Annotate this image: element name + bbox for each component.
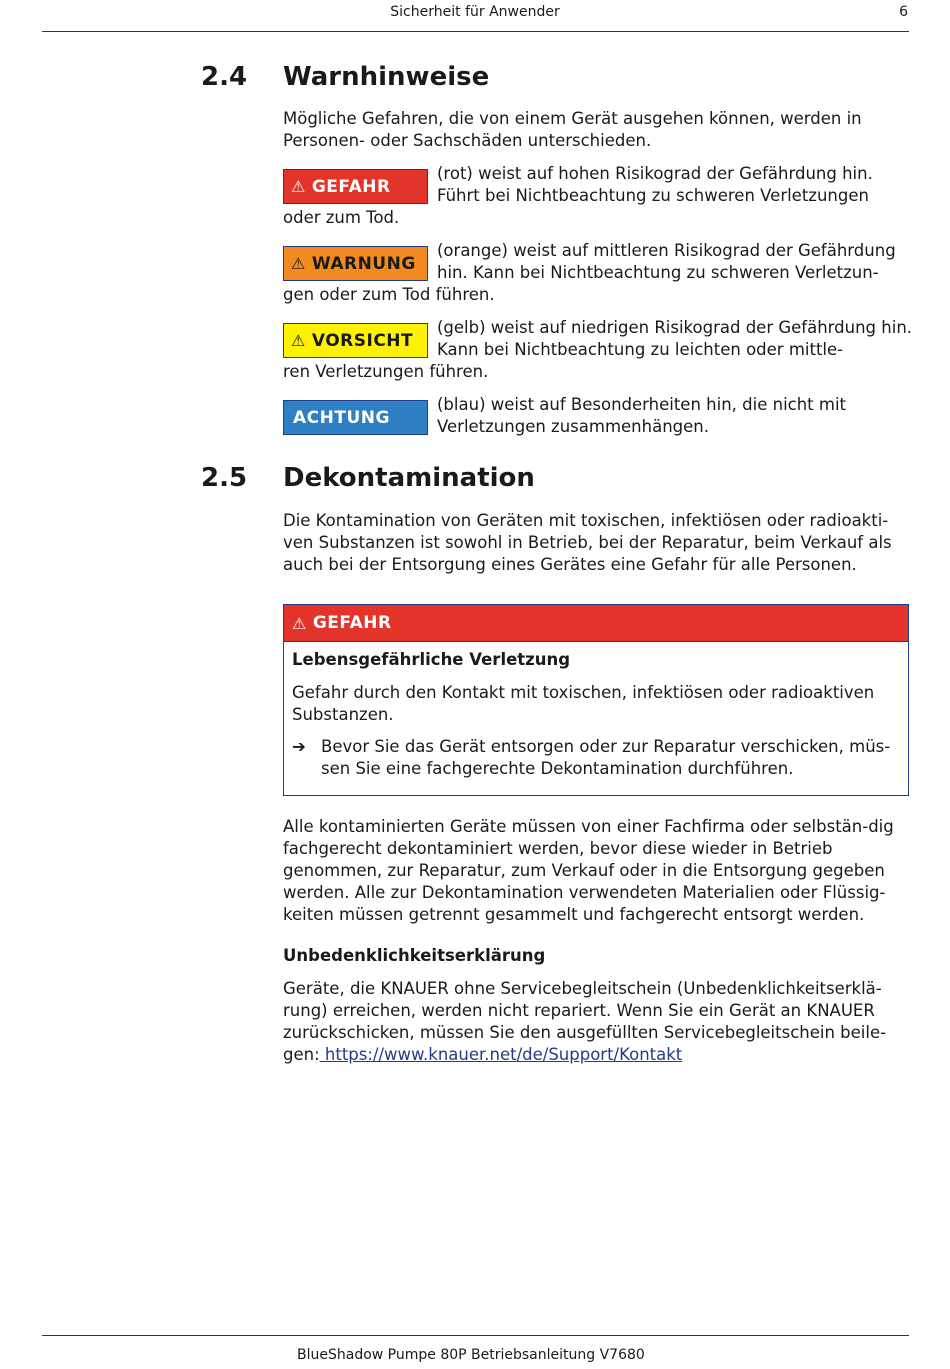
signal-description: (rot) weist auf hohen Risikograd der Gefährdung hin. Führt bei Nichtbeachtung zu schweren Verletzungen — [437, 164, 873, 205]
danger-notice-box — [283, 604, 909, 796]
signal-description-tail: ren Verletzungen führen. — [283, 362, 489, 381]
page-footer: BlueShadow Pumpe 80P Betriebsanleitung V7680 — [297, 1347, 645, 1363]
danger-notice-header — [284, 605, 908, 642]
arrow-right-icon: ➔ — [292, 737, 306, 756]
danger-notice-step-text: Bevor Sie das Gerät entsorgen oder zur Reparatur verschicken, müs-sen Sie eine fachgerechte Dekontamination durchführen. — [321, 737, 891, 778]
dekontamination-paragraph: Alle kontaminierten Geräte müssen von einer Fachfirma oder selbstän-dig fachgerecht dekontaminiert werden, bevor diese wieder in Betrieb genommen, zur Reparatur, zum Verkauf oder in die Entsorgung gegeben werden. Alle zur Dekontamination verwendeten Materialien oder Flüssig-keiten müssen getrennt gesammelt und fachgerecht entsorgt werden. — [283, 817, 894, 924]
section-number-2-4: 2.4 — [201, 62, 248, 92]
signal-description: (gelb) weist auf niedrigen Risikograd der Gefährdung hin. Kann bei Nichtbeachtung zu leichten oder mittle- — [437, 318, 913, 359]
danger-notice-label: GEFAHR — [312, 613, 392, 633]
subheading-unbedenklichkeitserklaerung: Unbedenklichkeitserklärung — [283, 946, 546, 965]
signal-label: GEFAHR — [311, 176, 391, 197]
danger-notice-subtitle: Lebensgefährliche Verletzung — [292, 650, 571, 669]
warning-triangle-icon: ⚠ — [291, 331, 306, 350]
signal-gefahr — [283, 169, 428, 204]
warning-triangle-icon: ⚠ — [291, 177, 306, 196]
section-number-2-5: 2.5 — [201, 463, 248, 493]
signal-warnung — [283, 246, 428, 281]
signal-label: ACHTUNG — [293, 407, 390, 428]
signal-description-tail: oder zum Tod. — [283, 208, 400, 227]
section-title-warnhinweise: Warnhinweise — [283, 62, 490, 92]
warning-triangle-icon: ⚠ — [292, 613, 307, 633]
support-contact-link[interactable]: https://www.knauer.net/de/Support/Kontakt — [319, 1045, 683, 1064]
danger-notice-step — [292, 736, 902, 780]
signal-description: (orange) weist auf mittleren Risikograd der Gefährdung hin. Kann bei Nichtbeachtung zu schweren Verletzun- — [437, 241, 896, 282]
footer-divider — [42, 1335, 909, 1336]
signal-vorsicht — [283, 323, 428, 358]
signal-description-tail: gen oder zum Tod führen. — [283, 285, 495, 304]
signal-label: VORSICHT — [311, 330, 414, 351]
header-divider — [42, 31, 909, 32]
signal-achtung — [283, 400, 428, 435]
unbedenklichkeit-text: Geräte, die KNAUER ohne Servicebegleitschein (Unbedenklichkeitserklä-rung) erreichen, werden nicht repariert. Wenn Sie ein Gerät an KNAUER zurückschicken, müssen Sie den ausgefüllten Servicebegleitschein beile-gen: — [283, 979, 887, 1064]
warnhinweise-intro: Mögliche Gefahren, die von einem Gerät ausgehen können, werden in Personen- oder Sachschäden unterschieden. — [283, 109, 862, 150]
danger-notice-body: Gefahr durch den Kontakt mit toxischen, infektiösen oder radioaktiven Substanzen. — [292, 683, 875, 724]
unbedenklichkeit-paragraph — [283, 978, 909, 1066]
warning-triangle-icon: ⚠ — [291, 254, 306, 273]
page-number: 6 — [899, 4, 908, 20]
page-header-title: Sicherheit für Anwender — [390, 4, 560, 20]
signal-description: (blau) weist auf Besonderheiten hin, die nicht mit Verletzungen zusammenhängen. — [437, 395, 847, 436]
dekontamination-intro: Die Kontamination von Geräten mit toxischen, infektiösen oder radioakti-ven Substanzen ist sowohl in Betrieb, bei der Reparatur, beim Verkauf als auch bei der Entsorgung eines Gerätes eine Gefahr für alle Personen. — [283, 511, 892, 574]
section-title-dekontamination: Dekontamination — [283, 463, 535, 493]
signal-label: WARNUNG — [311, 253, 416, 274]
